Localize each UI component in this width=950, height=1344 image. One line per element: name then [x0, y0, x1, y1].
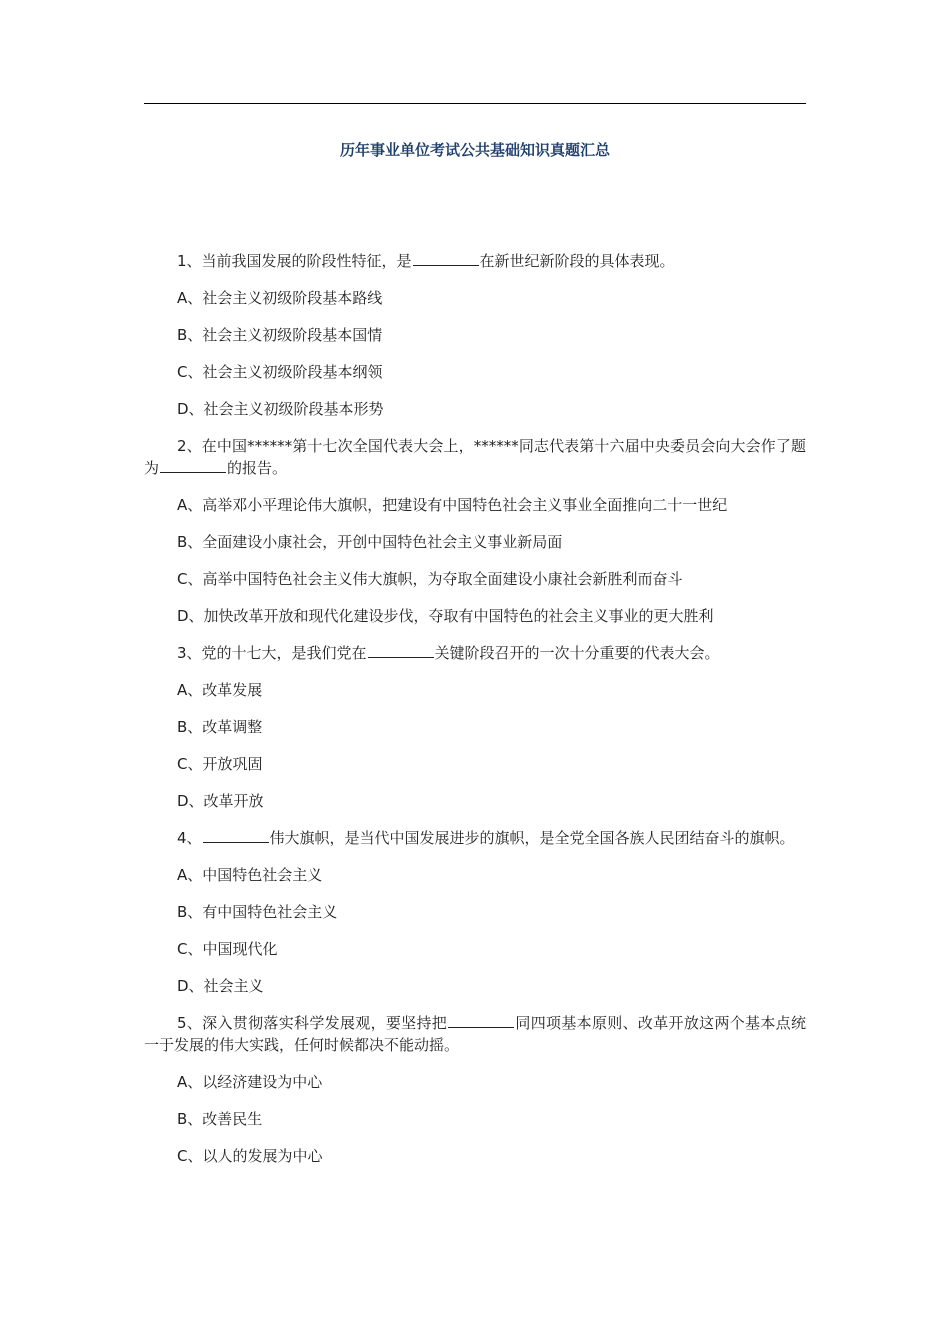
question-4-option-c: C、中国现代化: [177, 940, 278, 958]
question-list: [144, 250, 806, 1182]
question-3-option-c: C、开放巩固: [177, 755, 263, 773]
question-3-option-d: D、改革开放: [177, 792, 264, 810]
question-4-stem: 4、 伟大旗帜，是当代中国发展进步的旗帜，是全党全国各族人民团结奋斗的旗帜。: [177, 829, 795, 847]
question-2-option-a: A、高举邓小平理论伟大旗帜，把建设有中国特色社会主义事业全面推向二十一世纪: [177, 496, 728, 514]
question-1-stem: 1、当前我国发展的阶段性特征，是 在新世纪新阶段的具体表现。: [177, 252, 675, 270]
answer-blank: [448, 1013, 514, 1028]
answer-blank: [368, 643, 434, 658]
question-4-option-a: A、中国特色社会主义: [177, 866, 323, 884]
answer-blank: [203, 828, 269, 843]
question-1-option-a: A、社会主义初级阶段基本路线: [177, 289, 383, 307]
question-1-option-d: D、社会主义初级阶段基本形势: [177, 400, 384, 418]
question-5-option-a: A、以经济建设为中心: [177, 1073, 323, 1091]
header-rule: [144, 103, 806, 104]
question-3-stem: 3、党的十七大，是我们党在 关键阶段召开的一次十分重要的代表大会。: [177, 644, 720, 662]
question-5-stem: 5、深入贯彻落实科学发展观，要坚持把 同四项基本原则、改革开放这两个基本点统一于发展的伟大实践，任何时候都决不能动摇。: [144, 1014, 806, 1054]
answer-blank: [160, 458, 226, 473]
question-2-option-b: B、全面建设小康社会，开创中国特色社会主义事业新局面: [177, 533, 563, 551]
question-3-option-a: A、改革发展: [177, 681, 263, 699]
question-5-option-c: C、以人的发展为中心: [177, 1147, 323, 1165]
question-1-option-b: B、社会主义初级阶段基本国情: [177, 326, 383, 344]
question-2-stem: 2、在中国******第十七次全国代表大会上，******同志代表第十六届中央委员会向大会作了题为 的报告。: [144, 437, 806, 477]
page-title: 历年事业单位考试公共基础知识真题汇总: [339, 141, 610, 159]
answer-blank: [413, 251, 479, 266]
question-4-option-b: B、有中国特色社会主义: [177, 903, 338, 921]
question-1-option-c: C、社会主义初级阶段基本纲领: [177, 363, 383, 381]
question-5-option-b: B、改善民生: [177, 1110, 263, 1128]
question-2-option-c: C、高举中国特色社会主义伟大旗帜，为夺取全面建设小康社会新胜利而奋斗: [177, 570, 683, 588]
question-2-option-d: D、加快改革开放和现代化建设步伐，夺取有中国特色的社会主义事业的更大胜利: [177, 607, 714, 625]
question-3-option-b: B、改革调整: [177, 718, 263, 736]
question-4-option-d: D、社会主义: [177, 977, 264, 995]
